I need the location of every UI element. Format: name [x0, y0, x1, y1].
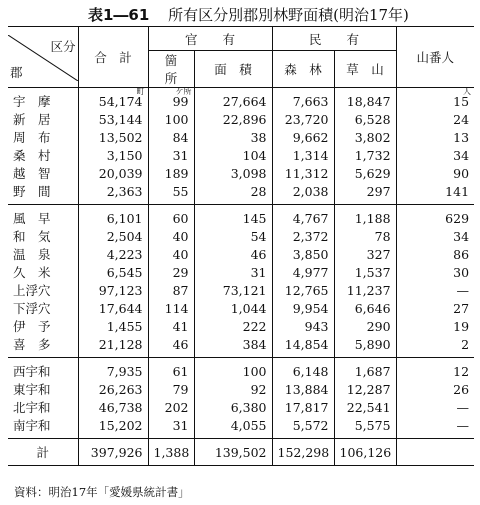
- total-value: 26,263: [78, 380, 148, 398]
- guards-count: 27: [396, 299, 474, 317]
- table-row: [8, 146, 474, 164]
- guards-count: 629: [396, 205, 474, 228]
- row-group-1: [8, 88, 474, 205]
- row-group-2: [8, 205, 474, 358]
- unit-nin: 人: [463, 87, 472, 96]
- table-row: [8, 299, 474, 317]
- guards-count: —: [396, 416, 474, 439]
- gov-count: 31: [148, 416, 194, 439]
- total-value: 2,504: [78, 227, 148, 245]
- unit-cho: 町: [136, 87, 145, 96]
- district-name: 野 間: [13, 184, 51, 199]
- district-name: 北宇和: [13, 400, 51, 415]
- gov-area: 92: [194, 380, 272, 398]
- gov-area: 28: [194, 182, 272, 205]
- priv-grass: 1,188: [334, 205, 396, 228]
- table-row: [8, 88, 474, 111]
- forest-area-table: [8, 26, 474, 466]
- gov-area: 46: [194, 245, 272, 263]
- table-row: [8, 317, 474, 335]
- gov-count: 99: [148, 88, 194, 111]
- total-value: 3,150: [78, 146, 148, 164]
- district-name: 上浮穴: [13, 283, 51, 298]
- priv-grass: 3,802: [334, 128, 396, 146]
- gov-count: 40: [148, 245, 194, 263]
- table-row: [8, 380, 474, 398]
- priv-grass: 290: [334, 317, 396, 335]
- total-value: 21,128: [78, 335, 148, 358]
- gov-count: 114: [148, 299, 194, 317]
- total-row: [8, 439, 474, 466]
- header-gov-area: 面 積: [194, 51, 272, 88]
- priv-forest: 4,977: [272, 263, 334, 281]
- guards-count: 13: [396, 128, 474, 146]
- table-row: [8, 164, 474, 182]
- total-count: 1,388: [148, 439, 194, 466]
- table-row: [8, 358, 474, 381]
- gov-area: 54: [194, 227, 272, 245]
- gov-area: 1,044: [194, 299, 272, 317]
- priv-forest: 3,850: [272, 245, 334, 263]
- gov-area: 22,896: [194, 110, 272, 128]
- priv-grass: 12,287: [334, 380, 396, 398]
- gov-area: 3,098: [194, 164, 272, 182]
- priv-forest: 9,954: [272, 299, 334, 317]
- guards-count: 141: [396, 182, 474, 205]
- priv-grass: 22,541: [334, 398, 396, 416]
- gov-area: 100: [194, 358, 272, 381]
- district-name: 風 早: [8, 205, 78, 228]
- priv-grass: 327: [334, 245, 396, 263]
- gov-count: 29: [148, 263, 194, 281]
- priv-forest: 13,884: [272, 380, 334, 398]
- gov-count: 61: [148, 358, 194, 381]
- priv-grass: 18,847: [334, 88, 396, 111]
- priv-forest: 11,312: [272, 164, 334, 182]
- row-group-3: [8, 358, 474, 439]
- priv-grass: 297: [334, 182, 396, 205]
- total-value: 2,363: [78, 182, 148, 205]
- gov-count: 46: [148, 335, 194, 358]
- priv-grass: 6,646: [334, 299, 396, 317]
- total-value: 17,644: [78, 299, 148, 317]
- guards-count: 30: [396, 263, 474, 281]
- guards-count: 26: [396, 380, 474, 398]
- gov-area: 27,664: [194, 88, 272, 111]
- priv-forest: 1,314: [272, 146, 334, 164]
- district-name: 南宇和: [13, 418, 51, 433]
- total-grass: 106,126: [334, 439, 396, 466]
- table-row: [8, 128, 474, 146]
- priv-forest: 943: [272, 317, 334, 335]
- guards-count: 24: [396, 110, 474, 128]
- gov-count: 31: [148, 146, 194, 164]
- guards-count: 2: [396, 335, 474, 358]
- gov-area: 222: [194, 317, 272, 335]
- gov-count: 79: [148, 380, 194, 398]
- guards-count: 90: [396, 164, 474, 182]
- priv-grass: 1,537: [334, 263, 396, 281]
- district-name: 和 気: [13, 229, 51, 244]
- guards-count: —: [396, 398, 474, 416]
- table-row: [8, 263, 474, 281]
- district-name: 桑 村: [13, 148, 51, 163]
- header-gov-count: 箇 所 ケ所: [148, 51, 194, 88]
- header-government: 官 有: [148, 27, 272, 51]
- district-name: 西宇和: [8, 358, 78, 381]
- priv-forest: 2,372: [272, 227, 334, 245]
- total-sum: 397,926: [78, 439, 148, 466]
- district-name: 喜 多: [13, 337, 51, 352]
- guards-count: —: [396, 281, 474, 299]
- gov-count: 41: [148, 317, 194, 335]
- corner-label-category: 区分: [50, 39, 76, 54]
- gov-area: 145: [194, 205, 272, 228]
- table-row: [8, 398, 474, 416]
- table-row: [8, 182, 474, 205]
- district-name: 下浮穴: [13, 301, 51, 316]
- table-title: [88, 4, 409, 25]
- total-value: 15,202: [78, 416, 148, 439]
- guards-count: 12: [396, 358, 474, 381]
- priv-forest: 4,767: [272, 205, 334, 228]
- priv-grass: 1,687: [334, 358, 396, 381]
- guards-count: 86: [396, 245, 474, 263]
- table-caption: 所有区分別郡別林野面積(明治17年): [168, 6, 409, 24]
- total-value: 7,935: [78, 358, 148, 381]
- table-row: [8, 281, 474, 299]
- priv-grass: 78: [334, 227, 396, 245]
- district-name: 温 泉: [13, 247, 51, 262]
- district-name: 周 布: [13, 130, 51, 145]
- table-row: [8, 227, 474, 245]
- header-guards: 山番人 人: [396, 27, 474, 88]
- gov-area: 38: [194, 128, 272, 146]
- total-area: 139,502: [194, 439, 272, 466]
- total-value: 54,174: [78, 88, 148, 111]
- priv-forest: 5,572: [272, 416, 334, 439]
- header-total: 合 計 町: [78, 27, 148, 88]
- total-value: 4,223: [78, 245, 148, 263]
- district-name: 越 智: [13, 166, 51, 181]
- header-priv-grass: 草 山: [334, 51, 396, 88]
- total-value: 53,144: [78, 110, 148, 128]
- gov-count: 40: [148, 227, 194, 245]
- total-label: 計: [8, 439, 78, 466]
- total-value: 46,738: [78, 398, 148, 416]
- total-forest: 152,298: [272, 439, 334, 466]
- district-name: 久 米: [13, 265, 51, 280]
- priv-forest: 7,663: [272, 88, 334, 111]
- total-value: 6,101: [78, 205, 148, 228]
- district-name: 東宇和: [13, 382, 51, 397]
- district-name: 新 居: [13, 112, 51, 127]
- gov-count: 87: [148, 281, 194, 299]
- priv-forest: 12,765: [272, 281, 334, 299]
- total-guards: [396, 439, 474, 466]
- priv-forest: 6,148: [272, 358, 334, 381]
- table-row: [8, 245, 474, 263]
- priv-grass: 6,528: [334, 110, 396, 128]
- guards-count: 34: [396, 227, 474, 245]
- gov-area: 104: [194, 146, 272, 164]
- guards-count: 34: [396, 146, 474, 164]
- gov-area: 384: [194, 335, 272, 358]
- table-row: [8, 335, 474, 358]
- table-number: 表1―61: [88, 6, 150, 24]
- table-row: [8, 416, 474, 439]
- total-value: 6,545: [78, 263, 148, 281]
- corner-label-district: 郡: [10, 65, 23, 80]
- priv-forest: 2,038: [272, 182, 334, 205]
- priv-grass: 5,890: [334, 335, 396, 358]
- priv-forest: 17,817: [272, 398, 334, 416]
- total-value: 13,502: [78, 128, 148, 146]
- gov-area: 73,121: [194, 281, 272, 299]
- gov-count: 84: [148, 128, 194, 146]
- guards-count: 19: [396, 317, 474, 335]
- header-priv-forest: 森 林: [272, 51, 334, 88]
- gov-count: 202: [148, 398, 194, 416]
- priv-grass: 1,732: [334, 146, 396, 164]
- table-row: [8, 110, 474, 128]
- table-row: [8, 205, 474, 228]
- priv-grass: 5,629: [334, 164, 396, 182]
- gov-count: 100: [148, 110, 194, 128]
- gov-area: 4,055: [194, 416, 272, 439]
- priv-forest: 23,720: [272, 110, 334, 128]
- total-value: 97,123: [78, 281, 148, 299]
- total-value: 1,455: [78, 317, 148, 335]
- gov-area: 31: [194, 263, 272, 281]
- priv-grass: 5,575: [334, 416, 396, 439]
- source-note: 資料：明治17年「愛媛県統計書」: [14, 485, 190, 499]
- priv-grass: 11,237: [334, 281, 396, 299]
- guards-count: 15: [396, 88, 474, 111]
- district-name: 伊 予: [13, 319, 51, 334]
- district-name: 宇 摩: [8, 88, 78, 111]
- gov-count: 60: [148, 205, 194, 228]
- priv-forest: 9,662: [272, 128, 334, 146]
- total-value: 20,039: [78, 164, 148, 182]
- header-private: 民 有: [272, 27, 396, 51]
- priv-forest: 14,854: [272, 335, 334, 358]
- header-corner: [8, 27, 78, 88]
- gov-area: 6,380: [194, 398, 272, 416]
- gov-count: 189: [148, 164, 194, 182]
- unit-kasho: ケ所: [175, 87, 192, 96]
- gov-count: 55: [148, 182, 194, 205]
